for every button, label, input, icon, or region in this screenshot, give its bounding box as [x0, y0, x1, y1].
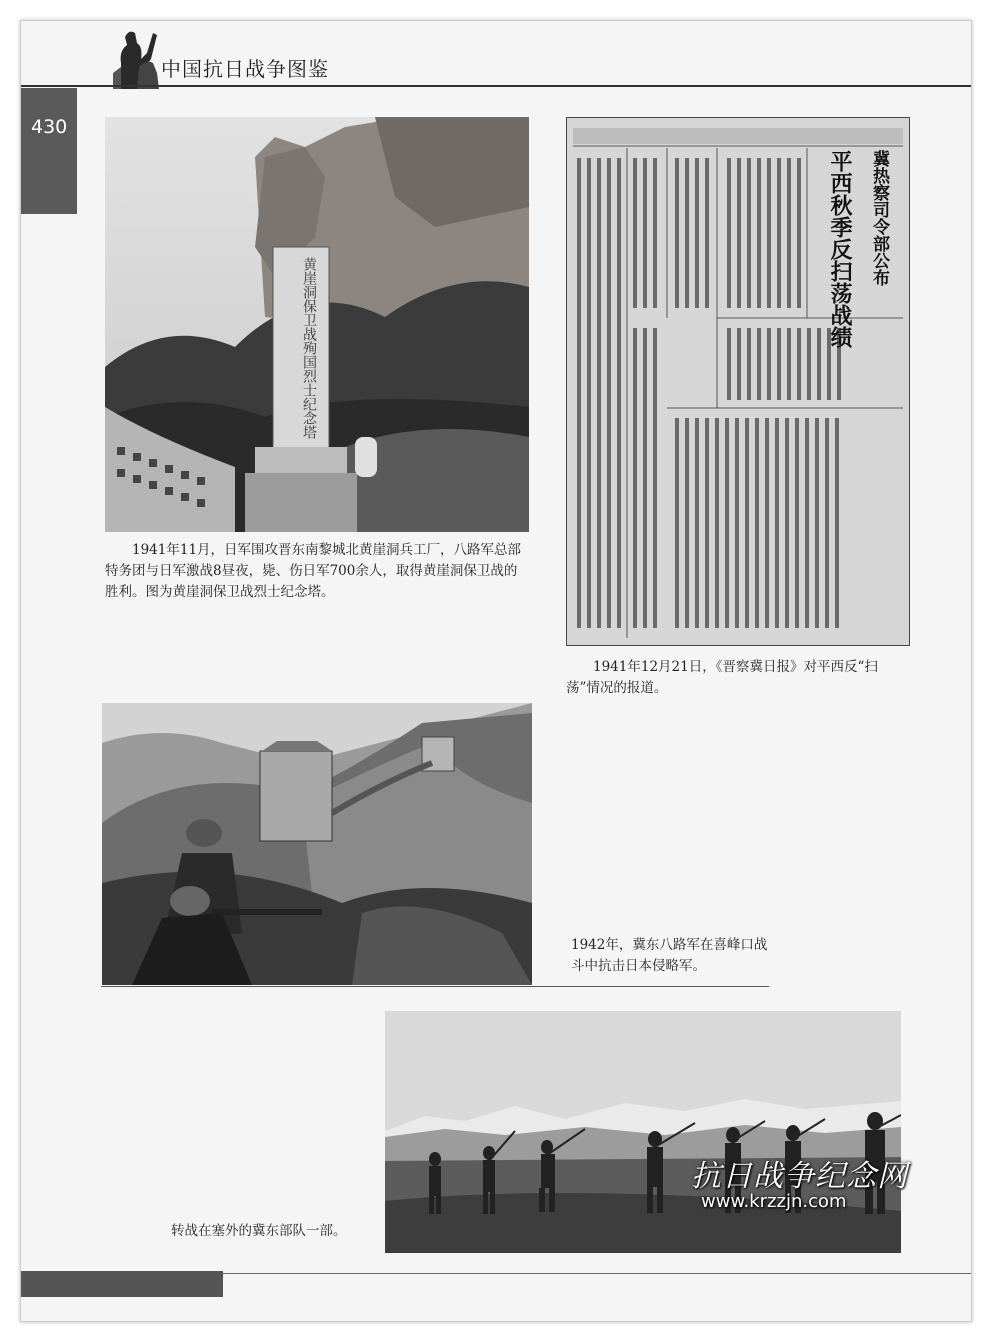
newspaper-caption: 1941年12月21日，《晋察冀日报》对平西反“扫荡”情况的报道。 — [566, 659, 878, 696]
newspaper-photo — [566, 117, 910, 646]
footer-bar — [21, 1271, 223, 1297]
header-rule — [21, 85, 971, 87]
memorial-photo — [105, 117, 529, 532]
page-number: 430 — [31, 116, 68, 138]
page-number-tab — [21, 88, 77, 214]
newspaper-headline-1: 冀热察司令部公布 — [869, 150, 889, 286]
book-page — [20, 20, 972, 1322]
great-wall-caption: 1942年，冀东八路军在喜峰口战斗中抗击日本侵略军。 — [571, 937, 768, 974]
newspaper-headline-2: 平西秋季反扫荡战绩 — [827, 150, 853, 348]
watermark-url: www.krzzjn.com — [701, 1191, 847, 1212]
book-title: 中国抗日战争图鉴 — [161, 57, 329, 81]
great-wall-photo — [102, 703, 532, 985]
watermark-site-name: 抗日战争纪念网 — [691, 1159, 908, 1194]
soldiers-statue-logo-icon — [107, 23, 165, 89]
memorial-caption: 1941年11月，日军围攻晋东南黎城北黄崖洞兵工厂，八路军总部特务团与日军激战8昼夜，毙、伤日军700余人，取得黄崖洞保卫战的胜利。图为黄崖洞保卫战烈士纪念塔。 — [105, 542, 522, 600]
memorial-inscription: 黄崖洞保卫战殉国烈士纪念塔 — [301, 257, 317, 439]
section-rule — [101, 986, 769, 987]
march-photo — [385, 1011, 901, 1253]
march-caption: 转战在塞外的冀东部队一部。 — [171, 1223, 347, 1239]
